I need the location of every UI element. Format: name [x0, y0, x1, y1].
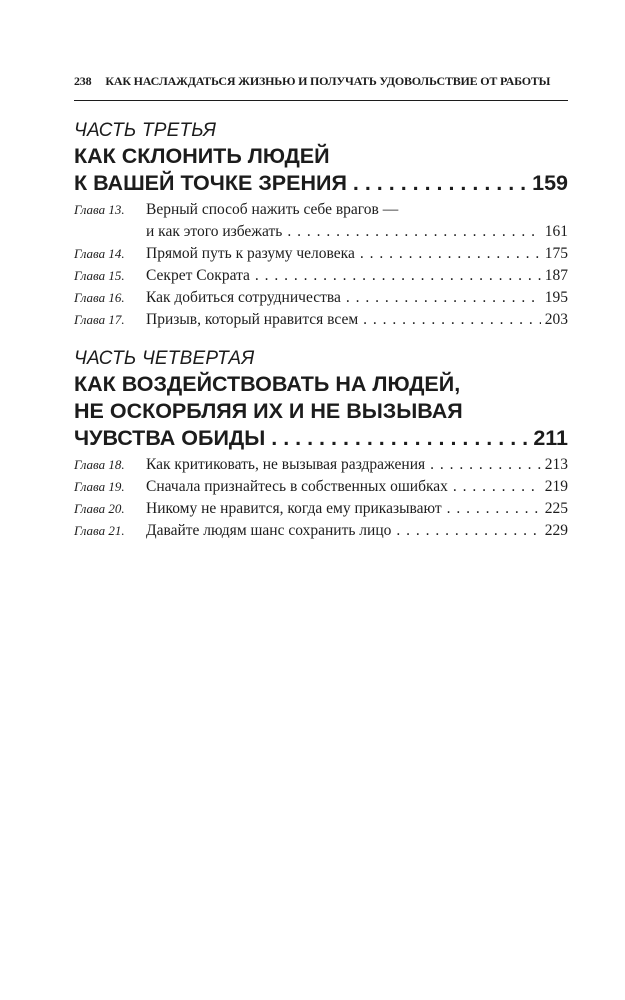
- dot-leader: [391, 520, 540, 542]
- toc-chapter-17[interactable]: [74, 309, 568, 331]
- part-label: ЧАСТЬ ТРЕТЬЯ: [74, 120, 217, 141]
- dot-leader: [265, 425, 527, 452]
- chapter-label: Глава 15.: [74, 268, 125, 283]
- chapter-label: Глава 14.: [74, 246, 125, 261]
- part-title-line: НЕ ОСКОРБЛЯЯ ИХ И НЕ ВЫЗЫВАЯ: [74, 399, 463, 423]
- part-label: ЧАСТЬ ЧЕТВЕРТАЯ: [74, 348, 255, 369]
- dot-leader: [358, 309, 541, 331]
- book-page: [74, 74, 568, 542]
- chapter-label: Глава 18.: [74, 457, 125, 472]
- dot-leader: [425, 454, 541, 476]
- dot-leader: [341, 287, 541, 309]
- chapter-title-line: Верный способ нажить себе врагов —: [146, 201, 399, 218]
- toc-chapter-21[interactable]: [74, 520, 568, 542]
- dot-leader: [250, 265, 541, 287]
- chapter-title: Призыв, который нравится всем: [146, 311, 359, 328]
- toc-chapter-18[interactable]: [74, 454, 568, 476]
- header-rule: [74, 100, 568, 101]
- chapter-page-number: 213: [544, 456, 568, 473]
- part-title-line: КАК СКЛОНИТЬ ЛЮДЕЙ: [74, 144, 330, 168]
- chapter-page-number: 195: [544, 289, 568, 306]
- running-title: КАК НАСЛАЖДАТЬСЯ ЖИЗНЬЮ И ПОЛУЧАТЬ УДОВОЛЬСТВИЕ ОТ РАБОТЫ: [105, 74, 551, 88]
- toc-chapter-14[interactable]: [74, 243, 568, 265]
- chapter-list: [74, 199, 568, 331]
- dot-leader: [448, 476, 541, 498]
- chapter-title: Как добиться сотрудничества: [146, 289, 341, 306]
- chapter-list: [74, 454, 568, 542]
- chapter-title: Как критиковать, не вызывая раздражения: [146, 456, 426, 473]
- chapter-title: Сначала признайтесь в собственных ошибках: [146, 478, 448, 495]
- chapter-page-number: 175: [544, 245, 568, 262]
- part-title-entry[interactable]: [74, 170, 568, 197]
- part-title-line: КАК ВОЗДЕЙСТВОВАТЬ НА ЛЮДЕЙ,: [74, 372, 461, 396]
- toc-chapter-16[interactable]: [74, 287, 568, 309]
- toc-chapter-13[interactable]: [74, 199, 568, 243]
- chapter-label: Глава 16.: [74, 290, 125, 305]
- chapter-page-number: 161: [544, 223, 568, 240]
- chapter-title: и как этого избежать: [146, 223, 283, 240]
- chapter-page-number: 225: [544, 500, 568, 517]
- chapter-title: Никому не нравится, когда ему приказывают: [146, 500, 442, 517]
- chapter-title: Секрет Сократа: [146, 267, 250, 284]
- toc-part-four: [74, 347, 568, 542]
- chapter-page-number: 229: [544, 522, 568, 539]
- dot-leader: [282, 221, 540, 243]
- chapter-label: Глава 13.: [74, 202, 125, 217]
- chapter-label: Глава 19.: [74, 479, 125, 494]
- part-title-entry[interactable]: [74, 425, 568, 452]
- chapter-page-number: 187: [544, 267, 568, 284]
- chapter-title: Прямой путь к разуму человека: [146, 245, 355, 262]
- toc-chapter-15[interactable]: [74, 265, 568, 287]
- part-page-number: 159: [532, 171, 568, 195]
- page-number: 238: [74, 74, 92, 88]
- chapter-label: Глава 20.: [74, 501, 125, 516]
- toc-chapter-20[interactable]: [74, 498, 568, 520]
- running-header: [74, 74, 568, 96]
- chapter-page-number: 203: [544, 311, 568, 328]
- dot-leader: [355, 243, 541, 265]
- chapter-label: Глава 21.: [74, 523, 125, 538]
- toc-chapter-19[interactable]: [74, 476, 568, 498]
- part-title-last-line: ЧУВСТВА ОБИДЫ: [74, 426, 266, 450]
- part-title-last-line: К ВАШЕЙ ТОЧКЕ ЗРЕНИЯ: [74, 171, 347, 195]
- toc-part-three: [74, 119, 568, 331]
- chapter-label: Глава 17.: [74, 312, 125, 327]
- dot-leader: [347, 170, 526, 197]
- chapter-title: Давайте людям шанс сохранить лицо: [146, 522, 392, 539]
- part-page-number: 211: [533, 426, 568, 450]
- dot-leader: [442, 498, 541, 520]
- chapter-page-number: 219: [544, 478, 568, 495]
